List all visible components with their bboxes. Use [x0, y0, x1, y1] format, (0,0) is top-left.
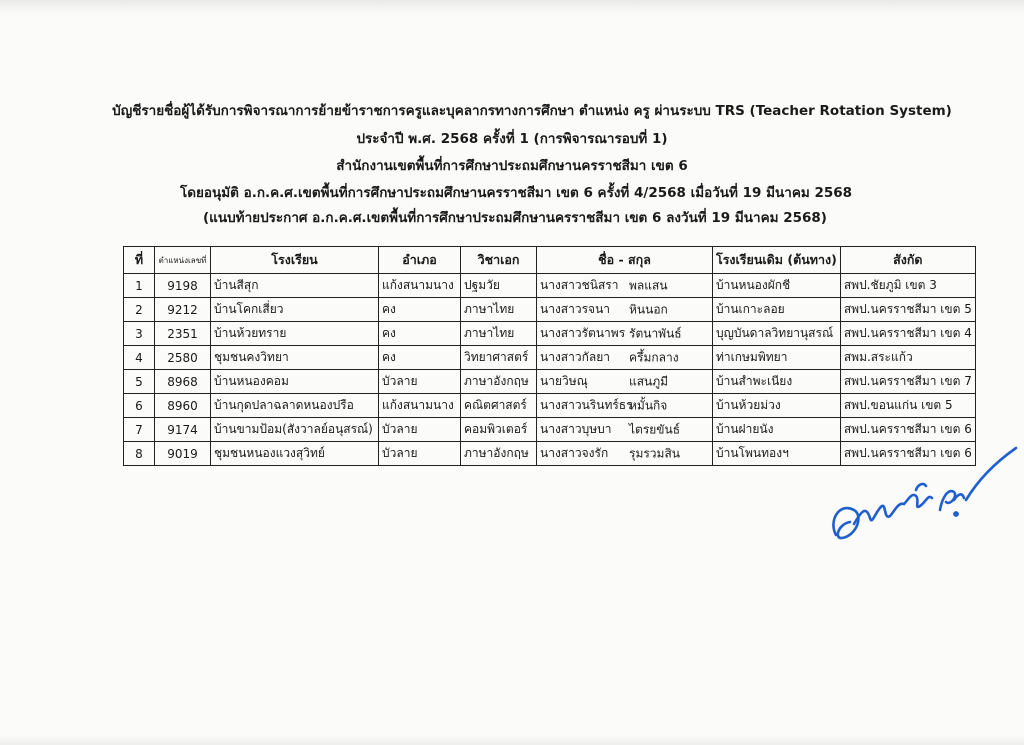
cell-name	[537, 442, 713, 466]
cell-name	[537, 370, 713, 394]
header-position: ตำแหน่งเลขที่	[155, 247, 211, 274]
heading-title: บัญชีรายชื่อผู้ได้รับการพิจารณาการย้ายข้าราชการครูและบุคลากรทางการศึกษา ตำแหน่ง ครู ผ่านระบบ TRS (Teacher Rotation System)	[112, 103, 952, 119]
table-row	[124, 298, 976, 322]
cell-name	[537, 322, 713, 346]
first-name: นางสาวนรินทร์ธร	[540, 398, 633, 412]
last-name: ไตรยขันธ์	[629, 422, 681, 436]
cell-origin: บ้านสำพะเนียง	[713, 370, 841, 394]
table-row	[124, 370, 976, 394]
cell-name	[537, 394, 713, 418]
cell-origin: บ้านหนองผักชี	[713, 274, 841, 298]
transfer-table	[123, 246, 976, 466]
cell-district: คง	[379, 346, 461, 370]
header-origin: โรงเรียนเดิม (ต้นทาง)	[713, 247, 841, 274]
table-row	[124, 394, 976, 418]
cell-origin: บุญบันดาลวิทยานุสรณ์	[713, 322, 841, 346]
cell-no: 3	[124, 322, 155, 346]
cell-affiliation: สพป.ขอนแก่น เขต 5	[840, 394, 975, 418]
cell-school: บ้านสีสุก	[211, 274, 379, 298]
last-name: หมั้นกิจ	[629, 398, 668, 412]
cell-no: 2	[124, 298, 155, 322]
cell-position: 2351	[155, 322, 211, 346]
cell-position: 9019	[155, 442, 211, 466]
cell-district: คง	[379, 298, 461, 322]
cell-origin: บ้านห้วยม่วง	[713, 394, 841, 418]
first-name: นางสาวบุษบา	[540, 422, 612, 436]
first-name: นางสาวรัตนาพร	[540, 326, 626, 340]
last-name: พลแสน	[629, 278, 668, 292]
cell-major: ภาษาไทย	[461, 298, 537, 322]
cell-name	[537, 418, 713, 442]
cell-school: บ้านกุดปลาฉลาดหนองปรือ	[211, 394, 379, 418]
cell-major: ภาษาอังกฤษ	[461, 442, 537, 466]
cell-district: บัวลาย	[379, 418, 461, 442]
cell-district: บัวลาย	[379, 370, 461, 394]
cell-school: บ้านห้วยทราย	[211, 322, 379, 346]
table-row	[124, 418, 976, 442]
table-header-row	[124, 247, 976, 274]
cell-school: บ้านโคกเสี่ยว	[211, 298, 379, 322]
last-name: หินนอก	[629, 302, 668, 316]
header-name: ชื่อ - สกุล	[537, 247, 713, 274]
cell-major: ภาษาอังกฤษ	[461, 370, 537, 394]
table-row	[124, 346, 976, 370]
first-name: นายวิษณุ	[540, 374, 588, 388]
heading-approval: โดยอนุมัติ อ.ก.ค.ศ.เขตพื้นที่การศึกษาประถมศึกษานครราชสีมา เขต 6 ครั้งที่ 4/2568 เมื่อวันที่ 19 มีนาคม 2568	[179, 185, 853, 201]
heading-office: สำนักงานเขตพื้นที่การศึกษาประถมศึกษานครราชสีมา เขต 6	[336, 158, 688, 174]
heading-attachment: (แนบท้ายประกาศ อ.ก.ค.ศ.เขตพื้นที่การศึกษาประถมศึกษานครราชสีมา เขต 6 ลงวันที่ 19 มีนาคม 2568)	[203, 210, 827, 226]
cell-major: ปฐมวัย	[461, 274, 537, 298]
cell-position: 2580	[155, 346, 211, 370]
last-name: รัตนาพันธ์	[629, 326, 682, 340]
first-name: นางสาวกัลยา	[540, 350, 610, 364]
first-name: นางสาวชนิสรา	[540, 278, 619, 292]
cell-affiliation: สพป.นครราชสีมา เขต 6	[840, 442, 975, 466]
cell-district: แก้งสนามนาง	[379, 274, 461, 298]
cell-origin: บ้านฝายนัง	[713, 418, 841, 442]
cell-major: คอมพิวเตอร์	[461, 418, 537, 442]
cell-affiliation: สพม.สระแก้ว	[840, 346, 975, 370]
cell-name	[537, 274, 713, 298]
last-name: แสนภูมี	[629, 374, 669, 388]
header-no: ที่	[124, 247, 155, 274]
cell-no: 1	[124, 274, 155, 298]
cell-school: ชุมชนหนองแวงสุวิทย์	[211, 442, 379, 466]
cell-position: 9212	[155, 298, 211, 322]
last-name: รุมรวมสิน	[629, 446, 680, 460]
cell-affiliation: สพป.นครราชสีมา เขต 6	[840, 418, 975, 442]
cell-no: 7	[124, 418, 155, 442]
cell-school: บ้านขามป้อม(สังวาลย์อนุสรณ์)	[211, 418, 379, 442]
cell-position: 9174	[155, 418, 211, 442]
cell-district: คง	[379, 322, 461, 346]
first-name: นางสาวจงรัก	[540, 446, 609, 460]
heading-year-round: ประจำปี พ.ศ. 2568 ครั้งที่ 1 (การพิจารณารอบที่ 1)	[356, 131, 668, 147]
cell-affiliation: สพป.นครราชสีมา เขต 5	[840, 298, 975, 322]
first-name: นางสาวรจนา	[540, 302, 611, 316]
cell-major: คณิตศาสตร์	[461, 394, 537, 418]
cell-no: 8	[124, 442, 155, 466]
header-school: โรงเรียน	[211, 247, 379, 274]
cell-major: วิทยาศาสตร์	[461, 346, 537, 370]
cell-school: บ้านหนองคอม	[211, 370, 379, 394]
cell-origin: บ้านเกาะลอย	[713, 298, 841, 322]
last-name: ครึ้มกลาง	[629, 350, 679, 364]
header-affiliation: สังกัด	[840, 247, 975, 274]
cell-no: 6	[124, 394, 155, 418]
header-major: วิชาเอก	[461, 247, 537, 274]
cell-affiliation: สพป.นครราชสีมา เขต 4	[840, 322, 975, 346]
cell-origin: บ้านโพนทองฯ	[713, 442, 841, 466]
cell-position: 8960	[155, 394, 211, 418]
table-row	[124, 322, 976, 346]
cell-no: 5	[124, 370, 155, 394]
cell-name	[537, 346, 713, 370]
cell-position: 9198	[155, 274, 211, 298]
cell-affiliation: สพป.นครราชสีมา เขต 7	[840, 370, 975, 394]
cell-affiliation: สพป.ชัยภูมิ เขต 3	[840, 274, 975, 298]
table-row	[124, 274, 976, 298]
cell-position: 8968	[155, 370, 211, 394]
cell-major: ภาษาไทย	[461, 322, 537, 346]
cell-district: แก้งสนามนาง	[379, 394, 461, 418]
handwritten-signature-icon	[820, 440, 1020, 570]
cell-school: ชุมชนคงวิทยา	[211, 346, 379, 370]
cell-name	[537, 298, 713, 322]
cell-district: บัวลาย	[379, 442, 461, 466]
cell-no: 4	[124, 346, 155, 370]
cell-origin: ท่าเกษมพิทยา	[713, 346, 841, 370]
header-district: อำเภอ	[379, 247, 461, 274]
